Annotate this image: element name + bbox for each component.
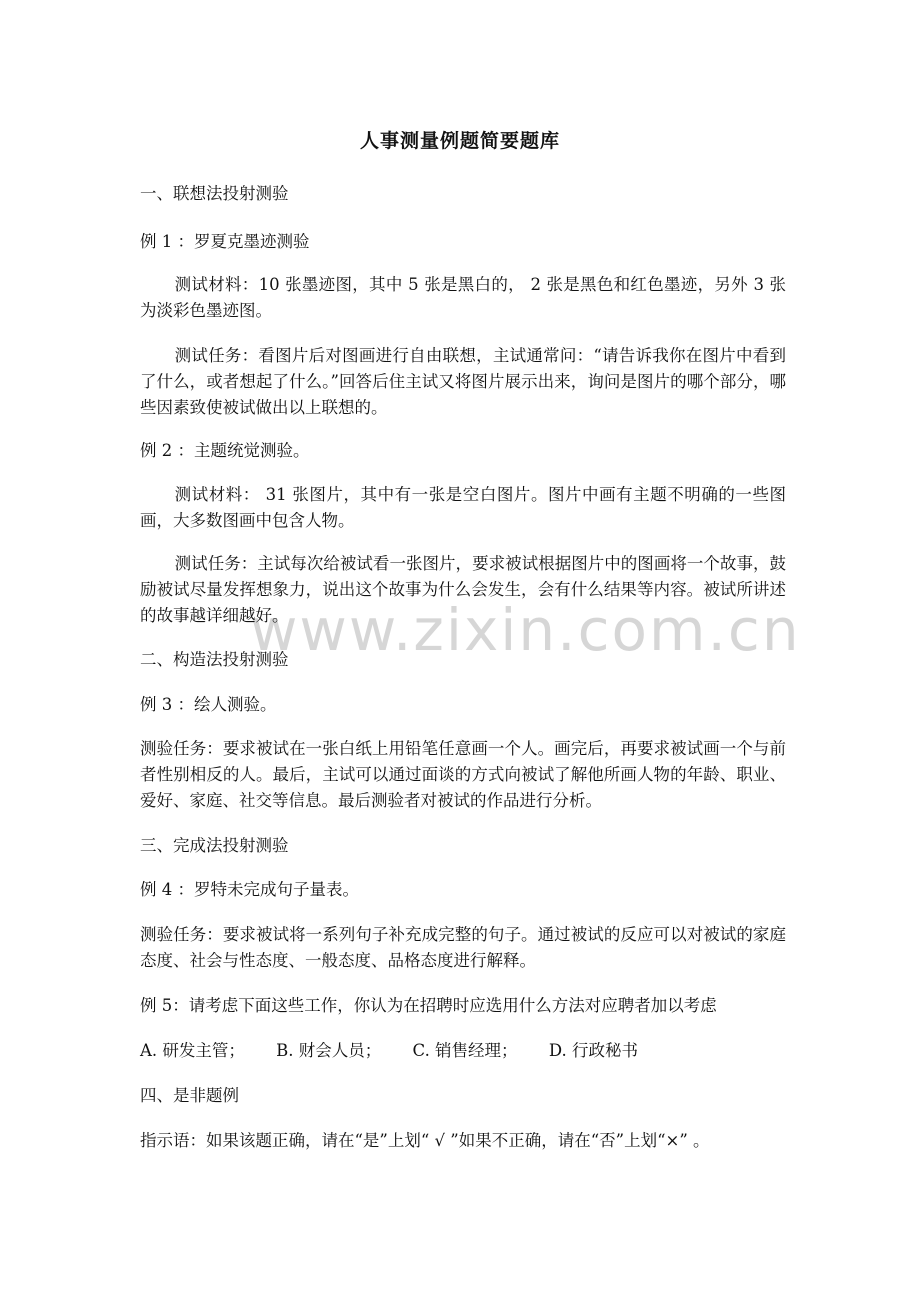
example5-label: 例 5：请考虑下面这些工作，你认为在招聘时应选用什么方法对应聘者加以考虑 [140,996,717,1015]
section4-instruction: 指示语：如果该题正确，请在“是”上划“ √ ”如果不正确，请在“否”上划“×” 。 [140,1131,710,1150]
section1-heading: 一、联想法投射测验 [140,184,289,203]
example1-label: 例 1 ：罗夏克墨迹测验 [140,232,310,251]
example3-task: 测验任务：要求被试在一张白纸上用铅笔任意画一个人。画完后，再要求被试画一个与前者性别相反的人。最后，主试可以通过面谈的方式向被试了解他所画人物的年龄、职业、爱好、家庭、社交等信息。最后测验者对被试的作品进行分析。 [140,739,786,810]
example3-label: 例 3 ：绘人测验。 [140,695,277,714]
example2-material: 测试材料： 31 张图片，其中有一张是空白图片。图片中画有主题不明确的一些图画，大多数图画中包含人物。 [140,485,786,530]
option-c: C. 销售经理； [412,1041,518,1060]
option-d: D. 行政秘书 [548,1041,638,1060]
example1-material: 测试材料：10 张墨迹图，其中 5 张是黑白的， 2 张是黑色和红色墨迹，另外 3 张为淡彩色墨迹图。 [140,275,786,320]
section4-heading: 四、是非题例 [140,1086,239,1105]
example2-task: 测试任务：主试每次给被试看一张图片，要求被试根据图片中的图画将一个故事，鼓励被试尽量发挥想象力，说出这个故事为什么会发生，会有什么结果等内容。被试所讲述的故事越详细越好。 [140,554,786,625]
example4-label: 例 4 ：罗特未完成句子量表。 [140,880,359,899]
example4-task: 测验任务：要求被试将一系列句子补充成完整的句子。通过被试的反应可以对被试的家庭态度、社会与性态度、一般态度、品格态度进行解释。 [140,925,786,970]
page-title: 人事测量例题简要题库 [359,130,560,152]
example1-task: 测试任务：看图片后对图画进行自由联想，主试通常问：“请告诉我你在图片中看到了什么，或者想起了什么。”回答后住主试又将图片展示出来，询问是图片的哪个部分，哪些因素致使被试做出以上联想的。 [140,346,786,417]
example5-options [140,1038,790,1064]
example2-label: 例 2 ：主题统觉测验。 [140,441,310,460]
section3-heading: 三、完成法投射测验 [140,836,289,855]
option-b: B. 财会人员； [276,1041,382,1060]
option-a: A. 研发主管； [140,1041,245,1060]
watermark: www.zixin.com.cn [250,596,801,664]
section2-heading: 二、构造法投射测验 [140,650,289,669]
